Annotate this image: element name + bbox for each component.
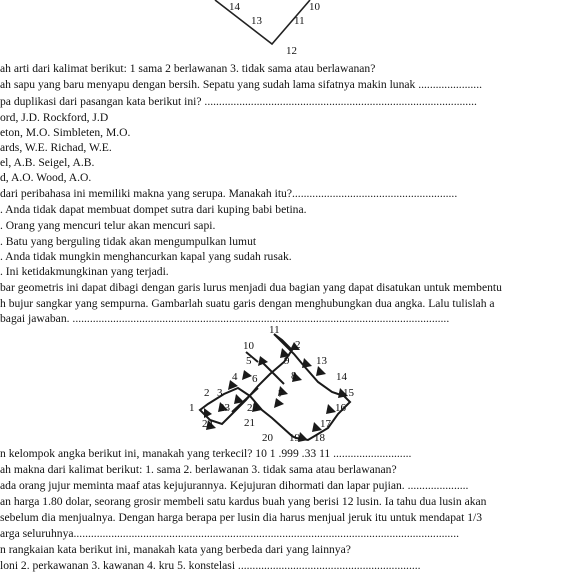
question-text: ah arti dari kalimat berikut: 1 sama 2 berlawanan 3. tidak sama atau berlawanan? [0,62,376,75]
question-text: loni 2. perkawanan 3. kawanan 4. kru 5. konstelasi ............................................................... [0,559,421,572]
figure-label: 8 [291,370,297,382]
figure-label: 2 [204,387,210,399]
question-text: ah sapu yang baru menyapu dengan bersih. Sepatu yang sudah lama sifatnya makin lunak ...................... [0,78,482,91]
question-text: ada orang jujur meminta maaf atas kejujurannya. Kejujuran dihormati dan lapar pujian. ..................... [0,479,469,492]
answer-option: . Orang yang mencuri telur akan mencuri sapi. [0,219,216,232]
figure-label: 14 [336,371,347,383]
answer-option: . Ini ketidakmungkinan yang terjadi. [0,265,169,278]
figure-label: 9 [284,355,290,367]
top-figure-label: 12 [286,45,297,57]
question-text: arga seluruhnya..................................................................................................................................... [0,527,460,540]
top-figure-label: 11 [294,15,305,27]
figure-label: 4 [232,371,238,383]
question-text: dari peribahasa ini memiliki makna yang serupa. Manakah itu?......................................................... [0,187,458,200]
figure-label: 21 [244,417,255,429]
figure-label: 19 [289,432,300,444]
figure-label: 20 [262,432,273,444]
figure-label: 3 [217,387,223,399]
top-figure-label: 10 [309,1,320,13]
figure-label: 2 [295,339,301,351]
figure-label: 6 [252,373,258,385]
figure-label: 11 [269,324,280,336]
question-text: sebelum dia menjualnya. Dengan harga berapa per lusin dia harus menjual jeruk itu untuk mendapat 1/3 [0,511,483,524]
name-pair: ord, J.D. Rockford, J.D [0,111,109,124]
figure-label: 5 [246,355,252,367]
name-pair: d, A.O. Wood, A.O. [0,171,92,184]
question-text: h bujur sangkar yang sempurna. Gambarlah suatu garis dengan menghubungkan dua angka. Lalu tulislah a [0,297,495,310]
figure-label: 15 [343,387,354,399]
question-text: an harga 1.80 dolar, seorang grosir membeli satu kardus buah yang berisi 12 lusin. Ia tahu dua lusin akan [0,495,487,508]
figure-label: 23 [219,402,230,414]
figure-label: 24 [202,418,213,430]
question-text: ah makna dari kalimat berikut: 1. sama 2. berlawanan 3. tidak sama atau berlawanan? [0,463,397,476]
figure-label: 7 [278,388,284,400]
answer-option: . Anda tidak mungkin menghancurkan kapal yang sudah rusak. [0,250,292,263]
top-figure-label: 13 [251,15,262,27]
name-pair: eton, M.O. Simbleten, M.O. [0,126,131,139]
question-text: bagai jawaban. .................................................................................................................................. [0,312,450,325]
figure-label: 1 [189,402,195,414]
question-text: bar geometris ini dapat dibagi dengan garis lurus menjadi dua bagian yang dapat disatukan untuk membentu [0,281,502,294]
figure-label: 18 [314,432,325,444]
figure-label: 16 [335,402,346,414]
name-pair: el, A.B. Seigel, A.B. [0,156,95,169]
question-text: pa duplikasi dari pasangan kata berikut ini? .............................................................................................. [0,95,477,108]
figure-label: 13 [316,355,327,367]
question-text: n kelompok angka berikut ini, manakah yang terkecil? 10 1 .999 .33 11 ........................... [0,447,412,460]
figure-label: 22 [247,402,258,414]
name-pair: ards, W.E. Richad, W.E. [0,141,112,154]
answer-option: . Batu yang berguling tidak akan mengumpulkan lumut [0,235,257,248]
answer-option: . Anda tidak dapat membuat dompet sutra dari kuping babi betina. [0,203,307,216]
figure-label: 17 [320,418,331,430]
figure-label: 10 [243,340,254,352]
question-text: n rangkaian kata berikut ini, manakah kata yang berbeda dari yang lainnya? [0,543,351,556]
top-figure-label: 14 [229,1,240,13]
